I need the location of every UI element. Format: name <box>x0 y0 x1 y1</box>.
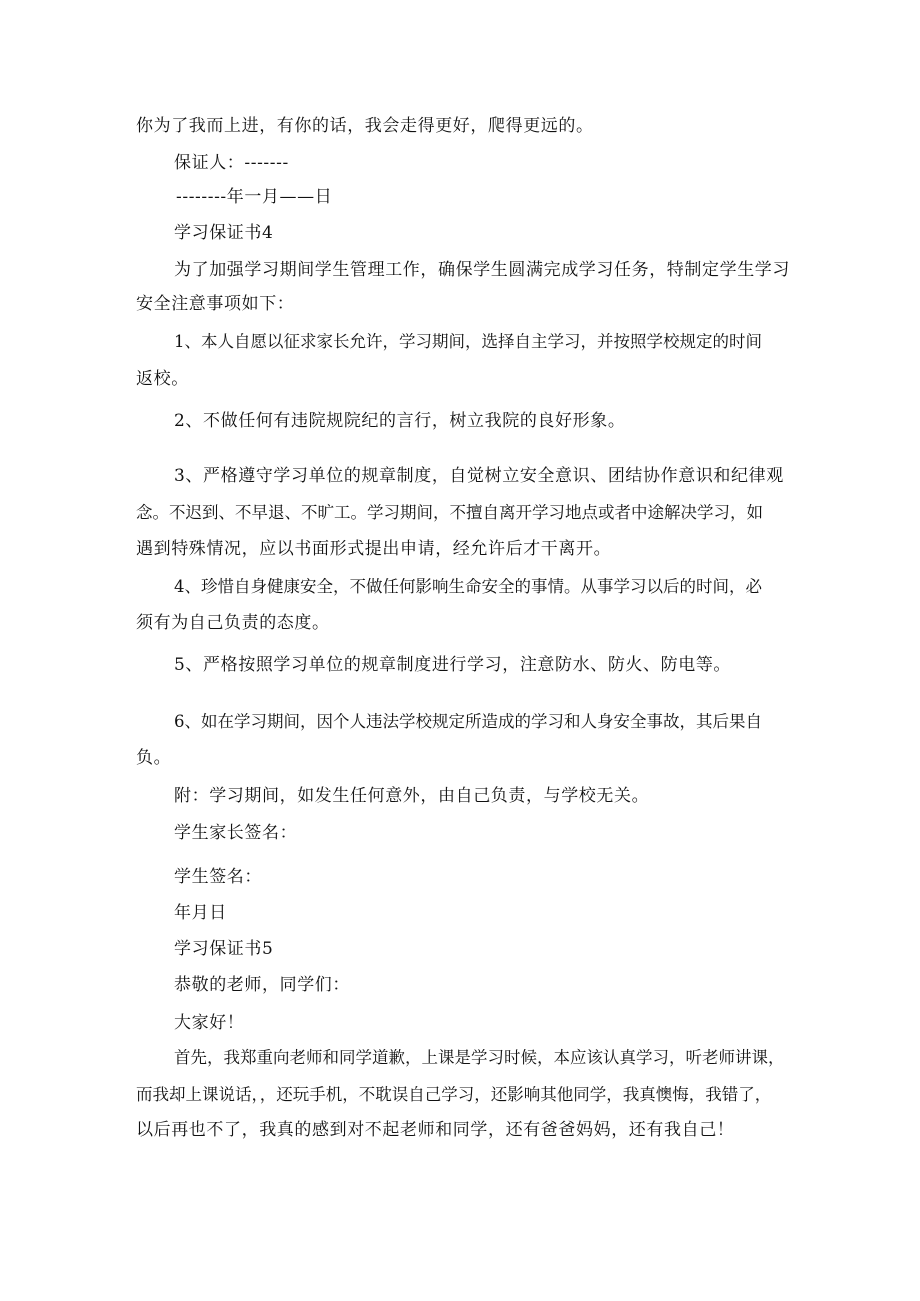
greeting: 大家好！ <box>174 1013 245 1033</box>
item-4: 4、珍惜自身健康安全，不做任何影响生命安全的事情。从事学习以后的时间，必 <box>174 577 762 596</box>
item-5: 5、严格按照学习单位的规章制度进行学习，注意防水、防火、防电等。 <box>174 655 732 675</box>
appendix-note: 附：学习期间，如发生任何意外，由自己负责，与学校无关。 <box>174 786 650 806</box>
apology-paragraph: 首先，我郑重向老师和同学道歉，上课是学习时候，本应该认真学习，听老师讲课， <box>174 1048 785 1067</box>
item-1: 1、本人自愿以征求家长允许，学习期间，选择自主学习，并按照学校规定的时间 <box>174 332 762 351</box>
item-3: 3、严格遵守学习单位的规章制度，自觉树立安全意识、团结协作意识和纪律观 <box>174 466 784 486</box>
student-signature-field: 学生签名： <box>174 867 262 887</box>
item-1-cont: 返校。 <box>136 369 189 389</box>
item-6-cont: 负。 <box>136 748 172 768</box>
intro-paragraph: 为了加强学习期间学生管理工作，确保学生圆满完成学习任务，特制定学生学习 <box>174 260 790 280</box>
date-line: 年月日 <box>174 903 227 923</box>
section-heading-4: 学习保证书4 <box>174 223 274 243</box>
parent-signature-field: 学生家长签名： <box>174 823 298 843</box>
salutation: 恭敬的老师，同学们： <box>174 975 350 995</box>
section-heading-5: 学习保证书5 <box>174 939 274 959</box>
item-6: 6、如在学习期间，因个人违法学校规定所造成的学习和人身安全事故，其后果自 <box>174 712 762 731</box>
item-2: 2、不做任何有违院规院纪的言行，树立我院的良好形象。 <box>174 411 626 431</box>
item-4-cont: 须有为自己负责的态度。 <box>136 613 330 633</box>
closing-sentence: 你为了我而上进，有你的话，我会走得更好，爬得更远的。 <box>136 116 594 136</box>
date-field: --------年一月——日 <box>176 187 333 207</box>
apology-paragraph-cont: 而我却上课说话，，还玩手机，不耽误自己学习，还影响其他同学，我真懊悔，我错了， <box>136 1085 772 1104</box>
guarantor-field: 保证人：------- <box>174 153 289 173</box>
intro-paragraph-cont: 安全注意事项如下： <box>136 294 295 314</box>
item-3-cont: 念。不迟到、不早退、不旷工。学习期间，不擅自离开学习地点或者中途解决学习，如 <box>136 503 763 522</box>
apology-paragraph-cont-2: 以后再也不了，我真的感到对不起老师和同学，还有爸爸妈妈，还有我自己！ <box>136 1120 735 1140</box>
item-3-cont-2: 遇到特殊情况，应以书面形式提出申请，经允许后才干离开。 <box>136 539 612 559</box>
